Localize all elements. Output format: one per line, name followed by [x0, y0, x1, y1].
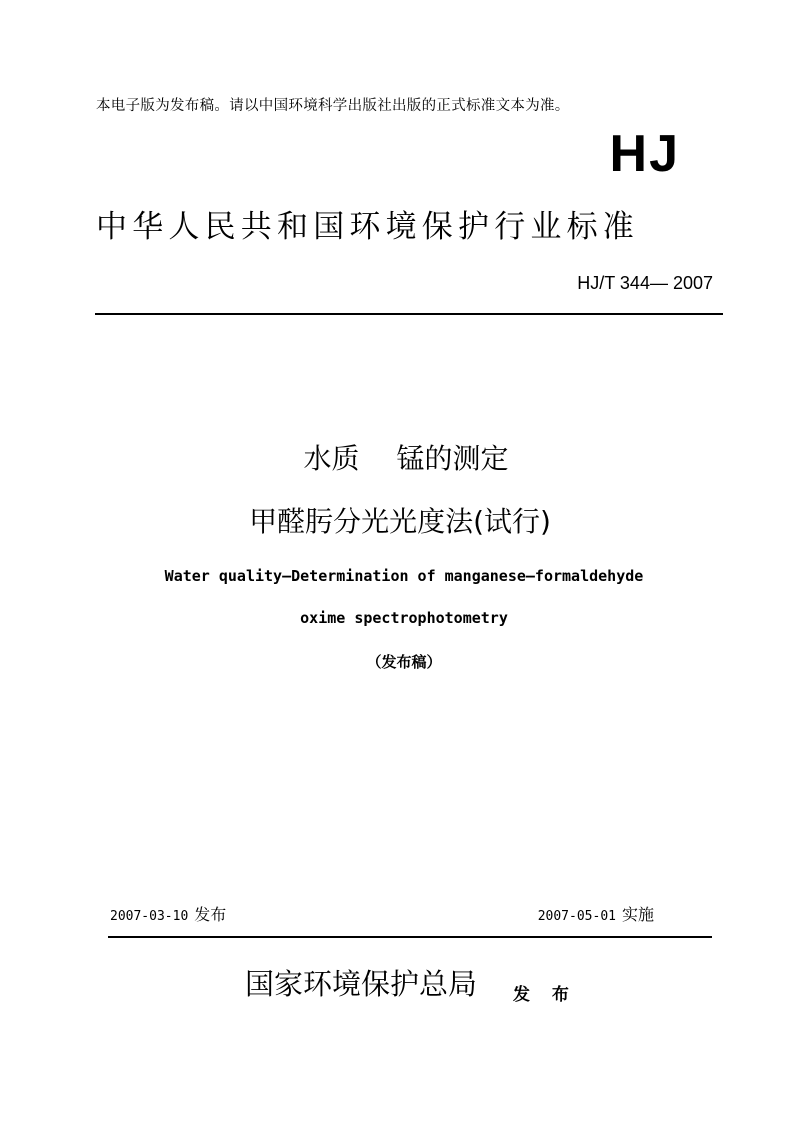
standard-number: HJ/T 344— 2007: [577, 273, 713, 293]
draft-mark: （发布稿）: [366, 653, 442, 671]
publish-label: 发 布: [513, 985, 577, 1005]
publisher-name: 国家环境保护总局: [245, 967, 478, 1001]
bottom-divider: [108, 936, 712, 938]
implementation-label: 实施: [621, 905, 654, 924]
chinese-title-line-2: 甲醛肟分光光度法(试行): [249, 505, 551, 538]
english-title-line-2: oxime spectrophotometry: [300, 609, 508, 627]
implementation-date-block: [538, 902, 654, 925]
issue-label: 发布: [194, 905, 227, 924]
implementation-date: 2007-05-01: [537, 909, 616, 924]
chinese-title-line-1: 水质 锰的测定: [303, 442, 509, 475]
publication-notice: 本电子版为发布稿。请以中国环境科学出版社出版的正式标准文本为准。: [96, 98, 570, 114]
top-divider: [95, 313, 723, 315]
english-title-line-1: Water quality—Determination of manganese—formaldehyde: [164, 567, 644, 585]
issue-date-block: [110, 902, 226, 925]
issue-date: 2007-03-10: [110, 909, 189, 924]
industry-standard-title: 中华人民共和国环境保护行业标准: [96, 209, 639, 245]
hj-logo: HJ: [609, 125, 680, 183]
